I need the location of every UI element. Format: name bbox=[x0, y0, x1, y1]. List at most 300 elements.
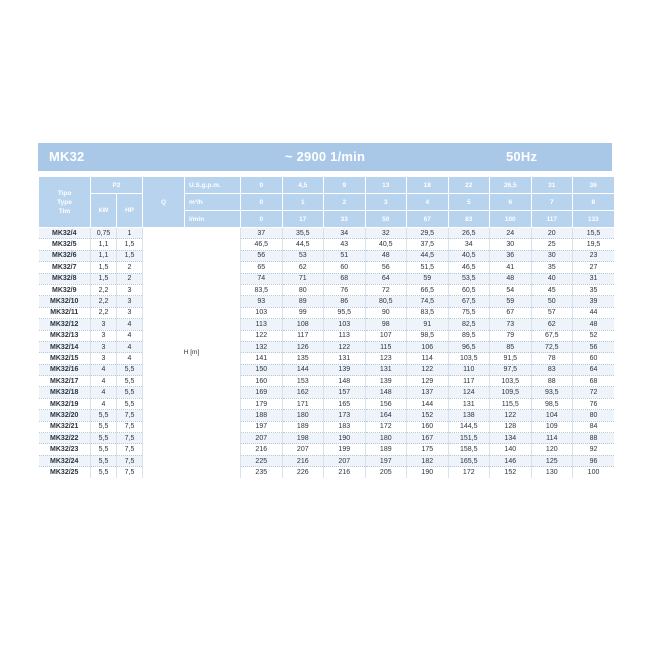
head-value-cell: 141 bbox=[241, 353, 283, 364]
head-value-cell: 183 bbox=[324, 421, 366, 432]
head-value-cell: 62 bbox=[282, 262, 324, 273]
table-body bbox=[39, 228, 615, 478]
head-value-cell: 207 bbox=[282, 444, 324, 455]
head-value-cell: 51 bbox=[324, 250, 366, 261]
hp-cell: 7,5 bbox=[117, 433, 143, 444]
head-value-cell: 37,5 bbox=[407, 239, 449, 250]
head-value-cell: 180 bbox=[365, 433, 407, 444]
model-cell: MK32/7 bbox=[39, 262, 91, 273]
table-row bbox=[39, 250, 615, 261]
head-value-cell: 109,5 bbox=[490, 387, 532, 398]
kw-cell: 2,2 bbox=[91, 307, 117, 318]
kw-cell: 5,5 bbox=[91, 433, 117, 444]
head-value-cell: 126 bbox=[282, 341, 324, 352]
head-value-cell: 72 bbox=[573, 387, 615, 398]
head-value-cell: 64 bbox=[365, 273, 407, 284]
table-row bbox=[39, 228, 615, 239]
head-value-cell: 137 bbox=[407, 387, 449, 398]
kw-cell: 4 bbox=[91, 398, 117, 409]
head-value-cell: 162 bbox=[282, 387, 324, 398]
head-value-cell: 180 bbox=[282, 410, 324, 421]
kw-cell: 1,1 bbox=[91, 239, 117, 250]
head-value-cell: 169 bbox=[241, 387, 283, 398]
head-value-cell: 93 bbox=[241, 296, 283, 307]
model-cell: MK32/22 bbox=[39, 433, 91, 444]
hp-cell: 4 bbox=[117, 353, 143, 364]
head-value-cell: 71 bbox=[282, 273, 324, 284]
head-value-cell: 36 bbox=[490, 250, 532, 261]
head-value-cell: 34 bbox=[448, 239, 490, 250]
head-value-cell: 85 bbox=[490, 341, 532, 352]
head-value-cell: 59 bbox=[407, 273, 449, 284]
head-value-cell: 83,5 bbox=[241, 284, 283, 295]
flow-lmin-value: 67 bbox=[407, 211, 449, 228]
head-value-cell: 83,5 bbox=[407, 307, 449, 318]
head-value-cell: 86 bbox=[324, 296, 366, 307]
head-value-cell: 75,5 bbox=[448, 307, 490, 318]
kw-cell: 2,2 bbox=[91, 284, 117, 295]
head-value-cell: 160 bbox=[407, 421, 449, 432]
table-row bbox=[39, 364, 615, 375]
head-value-cell: 100 bbox=[573, 467, 615, 478]
flow-lmin-value: 83 bbox=[448, 211, 490, 228]
head-value-cell: 50 bbox=[531, 296, 573, 307]
head-value-cell: 45 bbox=[531, 284, 573, 295]
table-header bbox=[39, 177, 615, 228]
head-value-cell: 129 bbox=[407, 376, 449, 387]
head-value-cell: 207 bbox=[324, 455, 366, 466]
unit-lmin-label: l/min bbox=[185, 211, 241, 228]
head-value-cell: 41 bbox=[490, 262, 532, 273]
head-value-cell: 173 bbox=[324, 410, 366, 421]
head-value-cell: 68 bbox=[573, 376, 615, 387]
head-value-cell: 113 bbox=[241, 319, 283, 330]
head-value-cell: 15,5 bbox=[573, 228, 615, 239]
head-value-cell: 190 bbox=[407, 467, 449, 478]
head-value-cell: 80 bbox=[573, 410, 615, 421]
flow-m3h-value: 2 bbox=[324, 194, 366, 211]
head-value-cell: 151,5 bbox=[448, 433, 490, 444]
head-value-cell: 144 bbox=[407, 398, 449, 409]
head-value-cell: 148 bbox=[365, 387, 407, 398]
head-value-cell: 140 bbox=[490, 444, 532, 455]
table-row bbox=[39, 410, 615, 421]
head-value-cell: 216 bbox=[241, 444, 283, 455]
title-bar bbox=[38, 143, 612, 171]
table-row bbox=[39, 387, 615, 398]
head-value-cell: 160 bbox=[241, 376, 283, 387]
model-cell: MK32/25 bbox=[50, 468, 79, 476]
table-row bbox=[39, 319, 615, 330]
head-value-cell: 104 bbox=[531, 410, 573, 421]
head-value-cell: 31 bbox=[573, 273, 615, 284]
table-row bbox=[39, 284, 615, 295]
head-value-cell: 98,5 bbox=[407, 330, 449, 341]
head-value-cell: 44,5 bbox=[407, 250, 449, 261]
head-value-cell: 72,5 bbox=[531, 341, 573, 352]
model-cell: MK32/24 bbox=[39, 455, 91, 466]
head-value-cell: 30 bbox=[531, 250, 573, 261]
type-header-line: Tim bbox=[58, 207, 71, 215]
head-value-cell: 131 bbox=[365, 364, 407, 375]
head-value-cell: 78 bbox=[531, 353, 573, 364]
hp-cell: 7,5 bbox=[117, 421, 143, 432]
kw-cell: 2,2 bbox=[91, 296, 117, 307]
head-value-cell: 207 bbox=[241, 433, 283, 444]
flow-usgpm-value: 26,5 bbox=[490, 177, 532, 194]
head-value-cell: 91 bbox=[407, 319, 449, 330]
model-cell: MK32/14 bbox=[39, 341, 91, 352]
flow-lmin-value: 133 bbox=[573, 211, 615, 228]
head-value-cell: 24 bbox=[490, 228, 532, 239]
head-value-cell: 128 bbox=[490, 421, 532, 432]
head-value-cell: 79 bbox=[490, 330, 532, 341]
head-value-cell: 35,5 bbox=[282, 228, 324, 239]
head-value-cell: 62 bbox=[531, 319, 573, 330]
head-value-cell: 152 bbox=[407, 410, 449, 421]
head-value-cell: 74,5 bbox=[407, 296, 449, 307]
head-value-cell: 98 bbox=[365, 319, 407, 330]
model-cell: MK32/16 bbox=[39, 364, 91, 375]
head-value-cell: 122 bbox=[324, 341, 366, 352]
head-value-cell: 197 bbox=[365, 455, 407, 466]
head-value-cell: 64 bbox=[573, 364, 615, 375]
flow-usgpm-value: 22 bbox=[448, 177, 490, 194]
model-cell: MK32/23 bbox=[39, 444, 91, 455]
p2-header: P2 bbox=[91, 177, 143, 194]
head-value-cell: 125 bbox=[531, 455, 573, 466]
head-value-cell: 93,5 bbox=[531, 387, 573, 398]
head-value-cell: 23 bbox=[573, 250, 615, 261]
head-value-cell: 139 bbox=[365, 376, 407, 387]
head-value-cell: 51,5 bbox=[407, 262, 449, 273]
head-value-cell: 122 bbox=[407, 364, 449, 375]
hp-cell: 1,5 bbox=[117, 239, 143, 250]
head-value-cell: 53 bbox=[282, 250, 324, 261]
head-value-cell: 48 bbox=[365, 250, 407, 261]
head-value-cell: 114 bbox=[407, 353, 449, 364]
hp-header: HP bbox=[117, 194, 143, 228]
model-cell: MK32/10 bbox=[39, 296, 91, 307]
head-value-cell: 122 bbox=[490, 410, 532, 421]
model-cell: MK32/19 bbox=[39, 398, 91, 409]
head-value-cell: 165,5 bbox=[448, 455, 490, 466]
head-value-cell: 40,5 bbox=[365, 239, 407, 250]
head-value-cell: 43 bbox=[324, 239, 366, 250]
kw-cell: 3 bbox=[91, 341, 117, 352]
head-value-cell: 46,5 bbox=[448, 262, 490, 273]
flow-m3h-value: 6 bbox=[490, 194, 532, 211]
table-row bbox=[39, 444, 615, 455]
head-value-cell: 148 bbox=[324, 376, 366, 387]
head-value-cell: 56 bbox=[241, 250, 283, 261]
head-value-cell: 103 bbox=[324, 319, 366, 330]
head-value-cell: 123 bbox=[365, 353, 407, 364]
head-value-cell: 26,5 bbox=[448, 228, 490, 239]
head-value-cell: 189 bbox=[282, 421, 324, 432]
head-value-cell: 115,5 bbox=[490, 398, 532, 409]
head-value-cell: 109 bbox=[531, 421, 573, 432]
head-value-cell: 96 bbox=[573, 455, 615, 466]
table-row bbox=[39, 273, 615, 284]
head-value-cell: 88 bbox=[531, 376, 573, 387]
head-value-cell: 60,5 bbox=[448, 284, 490, 295]
frequency-title: 50Hz bbox=[506, 149, 538, 164]
model-cell: MK32/8 bbox=[39, 273, 91, 284]
head-value-cell: 80,5 bbox=[365, 296, 407, 307]
kw-header: kW bbox=[91, 194, 117, 228]
model-cell: MK32/15 bbox=[39, 353, 91, 364]
kw-cell: 5,5 bbox=[91, 444, 117, 455]
table-row bbox=[39, 455, 615, 466]
flow-usgpm-value: 13 bbox=[365, 177, 407, 194]
flow-usgpm-value: 9 bbox=[324, 177, 366, 194]
flow-m3h-value: 4 bbox=[407, 194, 449, 211]
head-value-cell: 68 bbox=[324, 273, 366, 284]
hp-cell: 1,5 bbox=[117, 250, 143, 261]
head-value-cell: 138 bbox=[448, 410, 490, 421]
model-cell: MK32/6 bbox=[39, 250, 91, 261]
speed-title: ~ 2900 1/min bbox=[285, 149, 366, 164]
head-value-cell: 131 bbox=[324, 353, 366, 364]
head-value-cell: 197 bbox=[241, 421, 283, 432]
hp-cell: 5,5 bbox=[117, 376, 143, 387]
head-value-cell: 37 bbox=[241, 228, 283, 239]
hp-cell: 7,5 bbox=[117, 444, 143, 455]
head-value-cell: 103,5 bbox=[448, 353, 490, 364]
flow-m3h-value: 0 bbox=[241, 194, 283, 211]
table-row bbox=[39, 330, 615, 341]
head-value-cell: 175 bbox=[407, 444, 449, 455]
flow-m3h-value: 8 bbox=[573, 194, 615, 211]
type-header-line: Tipo bbox=[57, 189, 72, 197]
model-cell: MK32/4 bbox=[39, 228, 91, 239]
table-row bbox=[39, 433, 615, 444]
hp-cell: 4 bbox=[117, 341, 143, 352]
head-value-cell: 39 bbox=[573, 296, 615, 307]
q-header: Q bbox=[143, 177, 185, 228]
head-value-cell: 199 bbox=[324, 444, 366, 455]
head-value-cell: 132 bbox=[241, 341, 283, 352]
head-value-cell: 48 bbox=[573, 319, 615, 330]
table-row bbox=[39, 307, 615, 318]
head-value-cell: 67,5 bbox=[448, 296, 490, 307]
head-value-cell: 134 bbox=[490, 433, 532, 444]
flow-lmin-value: 100 bbox=[490, 211, 532, 228]
table-row bbox=[39, 353, 615, 364]
head-value-cell: 83 bbox=[531, 364, 573, 375]
head-value-cell: 54 bbox=[490, 284, 532, 295]
hp-cell: 1 bbox=[117, 228, 143, 239]
head-value-cell: 67,5 bbox=[531, 330, 573, 341]
head-value-cell: 182 bbox=[407, 455, 449, 466]
kw-cell: 3 bbox=[91, 319, 117, 330]
flow-lmin-value: 0 bbox=[241, 211, 283, 228]
head-value-cell: 188 bbox=[241, 410, 283, 421]
type-header-line: Type bbox=[57, 198, 72, 206]
head-value-cell: 122 bbox=[241, 330, 283, 341]
head-value-cell: 57 bbox=[531, 307, 573, 318]
head-value-cell: 117 bbox=[448, 376, 490, 387]
hp-cell: 3 bbox=[117, 307, 143, 318]
head-value-cell: 130 bbox=[531, 467, 573, 478]
hp-cell: 7,5 bbox=[117, 467, 143, 478]
table-row bbox=[39, 262, 615, 273]
head-value-cell: 66,5 bbox=[407, 284, 449, 295]
head-value-cell: 84 bbox=[573, 421, 615, 432]
model-cell: MK32/12 bbox=[39, 319, 91, 330]
head-value-cell: 190 bbox=[324, 433, 366, 444]
head-value-cell: 40 bbox=[531, 273, 573, 284]
model-cell: MK32/18 bbox=[39, 387, 91, 398]
head-value-cell: 158,5 bbox=[448, 444, 490, 455]
head-value-cell: 92 bbox=[573, 444, 615, 455]
head-value-cell: 164 bbox=[365, 410, 407, 421]
kw-cell: 1,1 bbox=[91, 250, 117, 261]
model-cell: MK32/5 bbox=[39, 239, 91, 250]
hp-cell: 3 bbox=[117, 296, 143, 307]
head-value-cell: 146 bbox=[490, 455, 532, 466]
head-value-cell: 44,5 bbox=[282, 239, 324, 250]
flow-lmin-value: 50 bbox=[365, 211, 407, 228]
flow-usgpm-value: 18 bbox=[407, 177, 449, 194]
head-value-cell: 171 bbox=[282, 398, 324, 409]
flow-m3h-value: 1 bbox=[282, 194, 324, 211]
head-value-cell: 152 bbox=[490, 467, 532, 478]
kw-cell: 5,5 bbox=[91, 410, 117, 421]
head-value-cell: 124 bbox=[448, 387, 490, 398]
flow-m3h-value: 5 bbox=[448, 194, 490, 211]
head-value-cell: 80 bbox=[282, 284, 324, 295]
kw-cell: 5,5 bbox=[91, 421, 117, 432]
model-cell: MK32/11 bbox=[39, 307, 91, 318]
head-value-cell: 99 bbox=[282, 307, 324, 318]
head-value-cell: 27 bbox=[573, 262, 615, 273]
head-value-cell: 44 bbox=[573, 307, 615, 318]
head-value-cell: 52 bbox=[573, 330, 615, 341]
head-value-cell: 34 bbox=[324, 228, 366, 239]
head-value-cell: 30 bbox=[490, 239, 532, 250]
head-value-cell: 56 bbox=[573, 341, 615, 352]
kw-cell: 3 bbox=[91, 353, 117, 364]
head-value-cell: 74 bbox=[241, 273, 283, 284]
kw-cell: 4 bbox=[91, 376, 117, 387]
head-value-cell: 97,5 bbox=[490, 364, 532, 375]
head-value-cell: 35 bbox=[573, 284, 615, 295]
table-row bbox=[39, 398, 615, 409]
head-value-cell: 131 bbox=[448, 398, 490, 409]
model-cell: MK32/21 bbox=[39, 421, 91, 432]
hp-cell: 5,5 bbox=[117, 364, 143, 375]
flow-lmin-value: 117 bbox=[531, 211, 573, 228]
head-value-cell: 60 bbox=[573, 353, 615, 364]
head-value-cell: 179 bbox=[241, 398, 283, 409]
head-value-cell: 76 bbox=[324, 284, 366, 295]
head-value-cell: 216 bbox=[324, 467, 366, 478]
hp-cell: 7,5 bbox=[117, 455, 143, 466]
head-value-cell: 108 bbox=[282, 319, 324, 330]
hp-cell: 7,5 bbox=[117, 410, 143, 421]
head-value-cell: 89 bbox=[282, 296, 324, 307]
head-value-cell: 19,5 bbox=[573, 239, 615, 250]
head-value-cell: 72 bbox=[365, 284, 407, 295]
head-value-cell: 117 bbox=[282, 330, 324, 341]
head-value-cell: 115 bbox=[365, 341, 407, 352]
head-value-cell: 225 bbox=[241, 455, 283, 466]
head-value-cell: 135 bbox=[282, 353, 324, 364]
head-value-cell: 172 bbox=[365, 421, 407, 432]
hp-cell: 2 bbox=[117, 262, 143, 273]
head-value-cell: 40,5 bbox=[448, 250, 490, 261]
head-value-cell: 90 bbox=[365, 307, 407, 318]
head-value-cell: 165 bbox=[324, 398, 366, 409]
head-value-cell: 95,5 bbox=[324, 307, 366, 318]
hp-cell: 5,5 bbox=[117, 387, 143, 398]
performance-table bbox=[38, 176, 615, 478]
table-row bbox=[39, 467, 615, 478]
table-row bbox=[39, 421, 615, 432]
flow-usgpm-value: 31 bbox=[531, 177, 573, 194]
head-value-cell: 46,5 bbox=[241, 239, 283, 250]
head-value-cell: 76 bbox=[573, 398, 615, 409]
head-value-cell: 205 bbox=[365, 467, 407, 478]
model-cell: MK32/13 bbox=[39, 330, 91, 341]
model-cell: MK32/9 bbox=[39, 284, 91, 295]
head-value-cell: 198 bbox=[282, 433, 324, 444]
flow-lmin-value: 17 bbox=[282, 211, 324, 228]
head-value-cell: 91,5 bbox=[490, 353, 532, 364]
head-value-cell: 107 bbox=[365, 330, 407, 341]
kw-cell: 0,75 bbox=[91, 228, 117, 239]
head-value-cell: 103 bbox=[241, 307, 283, 318]
head-value-cell: 35 bbox=[531, 262, 573, 273]
head-value-cell: 29,5 bbox=[407, 228, 449, 239]
hp-cell: 4 bbox=[117, 319, 143, 330]
head-value-cell: 153 bbox=[282, 376, 324, 387]
head-value-cell: 235 bbox=[241, 467, 283, 478]
model-series-title: MK32 bbox=[49, 149, 85, 164]
flow-m3h-value: 7 bbox=[531, 194, 573, 211]
pump-performance-sheet bbox=[38, 143, 612, 478]
head-value-cell: 189 bbox=[365, 444, 407, 455]
head-value-cell: 48 bbox=[490, 273, 532, 284]
head-value-cell: 156 bbox=[365, 398, 407, 409]
unit-usgpm-label: U.S.g.p.m. bbox=[185, 177, 241, 194]
table-row bbox=[39, 376, 615, 387]
head-value-cell: 144,5 bbox=[448, 421, 490, 432]
head-value-cell: 56 bbox=[365, 262, 407, 273]
hp-cell: 2 bbox=[117, 273, 143, 284]
head-value-cell: 114 bbox=[531, 433, 573, 444]
kw-cell: 3 bbox=[91, 330, 117, 341]
kw-cell: 1,5 bbox=[91, 262, 117, 273]
head-value-cell: 32 bbox=[365, 228, 407, 239]
head-value-cell: 167 bbox=[407, 433, 449, 444]
hp-cell: 3 bbox=[117, 284, 143, 295]
table-row bbox=[39, 239, 615, 250]
head-value-cell: 172 bbox=[448, 467, 490, 478]
head-value-cell: 96,5 bbox=[448, 341, 490, 352]
head-value-cell: 106 bbox=[407, 341, 449, 352]
head-value-cell: 82,5 bbox=[448, 319, 490, 330]
head-value-cell: 110 bbox=[448, 364, 490, 375]
head-value-cell: 59 bbox=[490, 296, 532, 307]
head-value-cell: 139 bbox=[324, 364, 366, 375]
head-value-cell: 65 bbox=[241, 262, 283, 273]
head-value-cell: 73 bbox=[490, 319, 532, 330]
head-value-cell: 53,5 bbox=[448, 273, 490, 284]
head-value-cell: 144 bbox=[282, 364, 324, 375]
